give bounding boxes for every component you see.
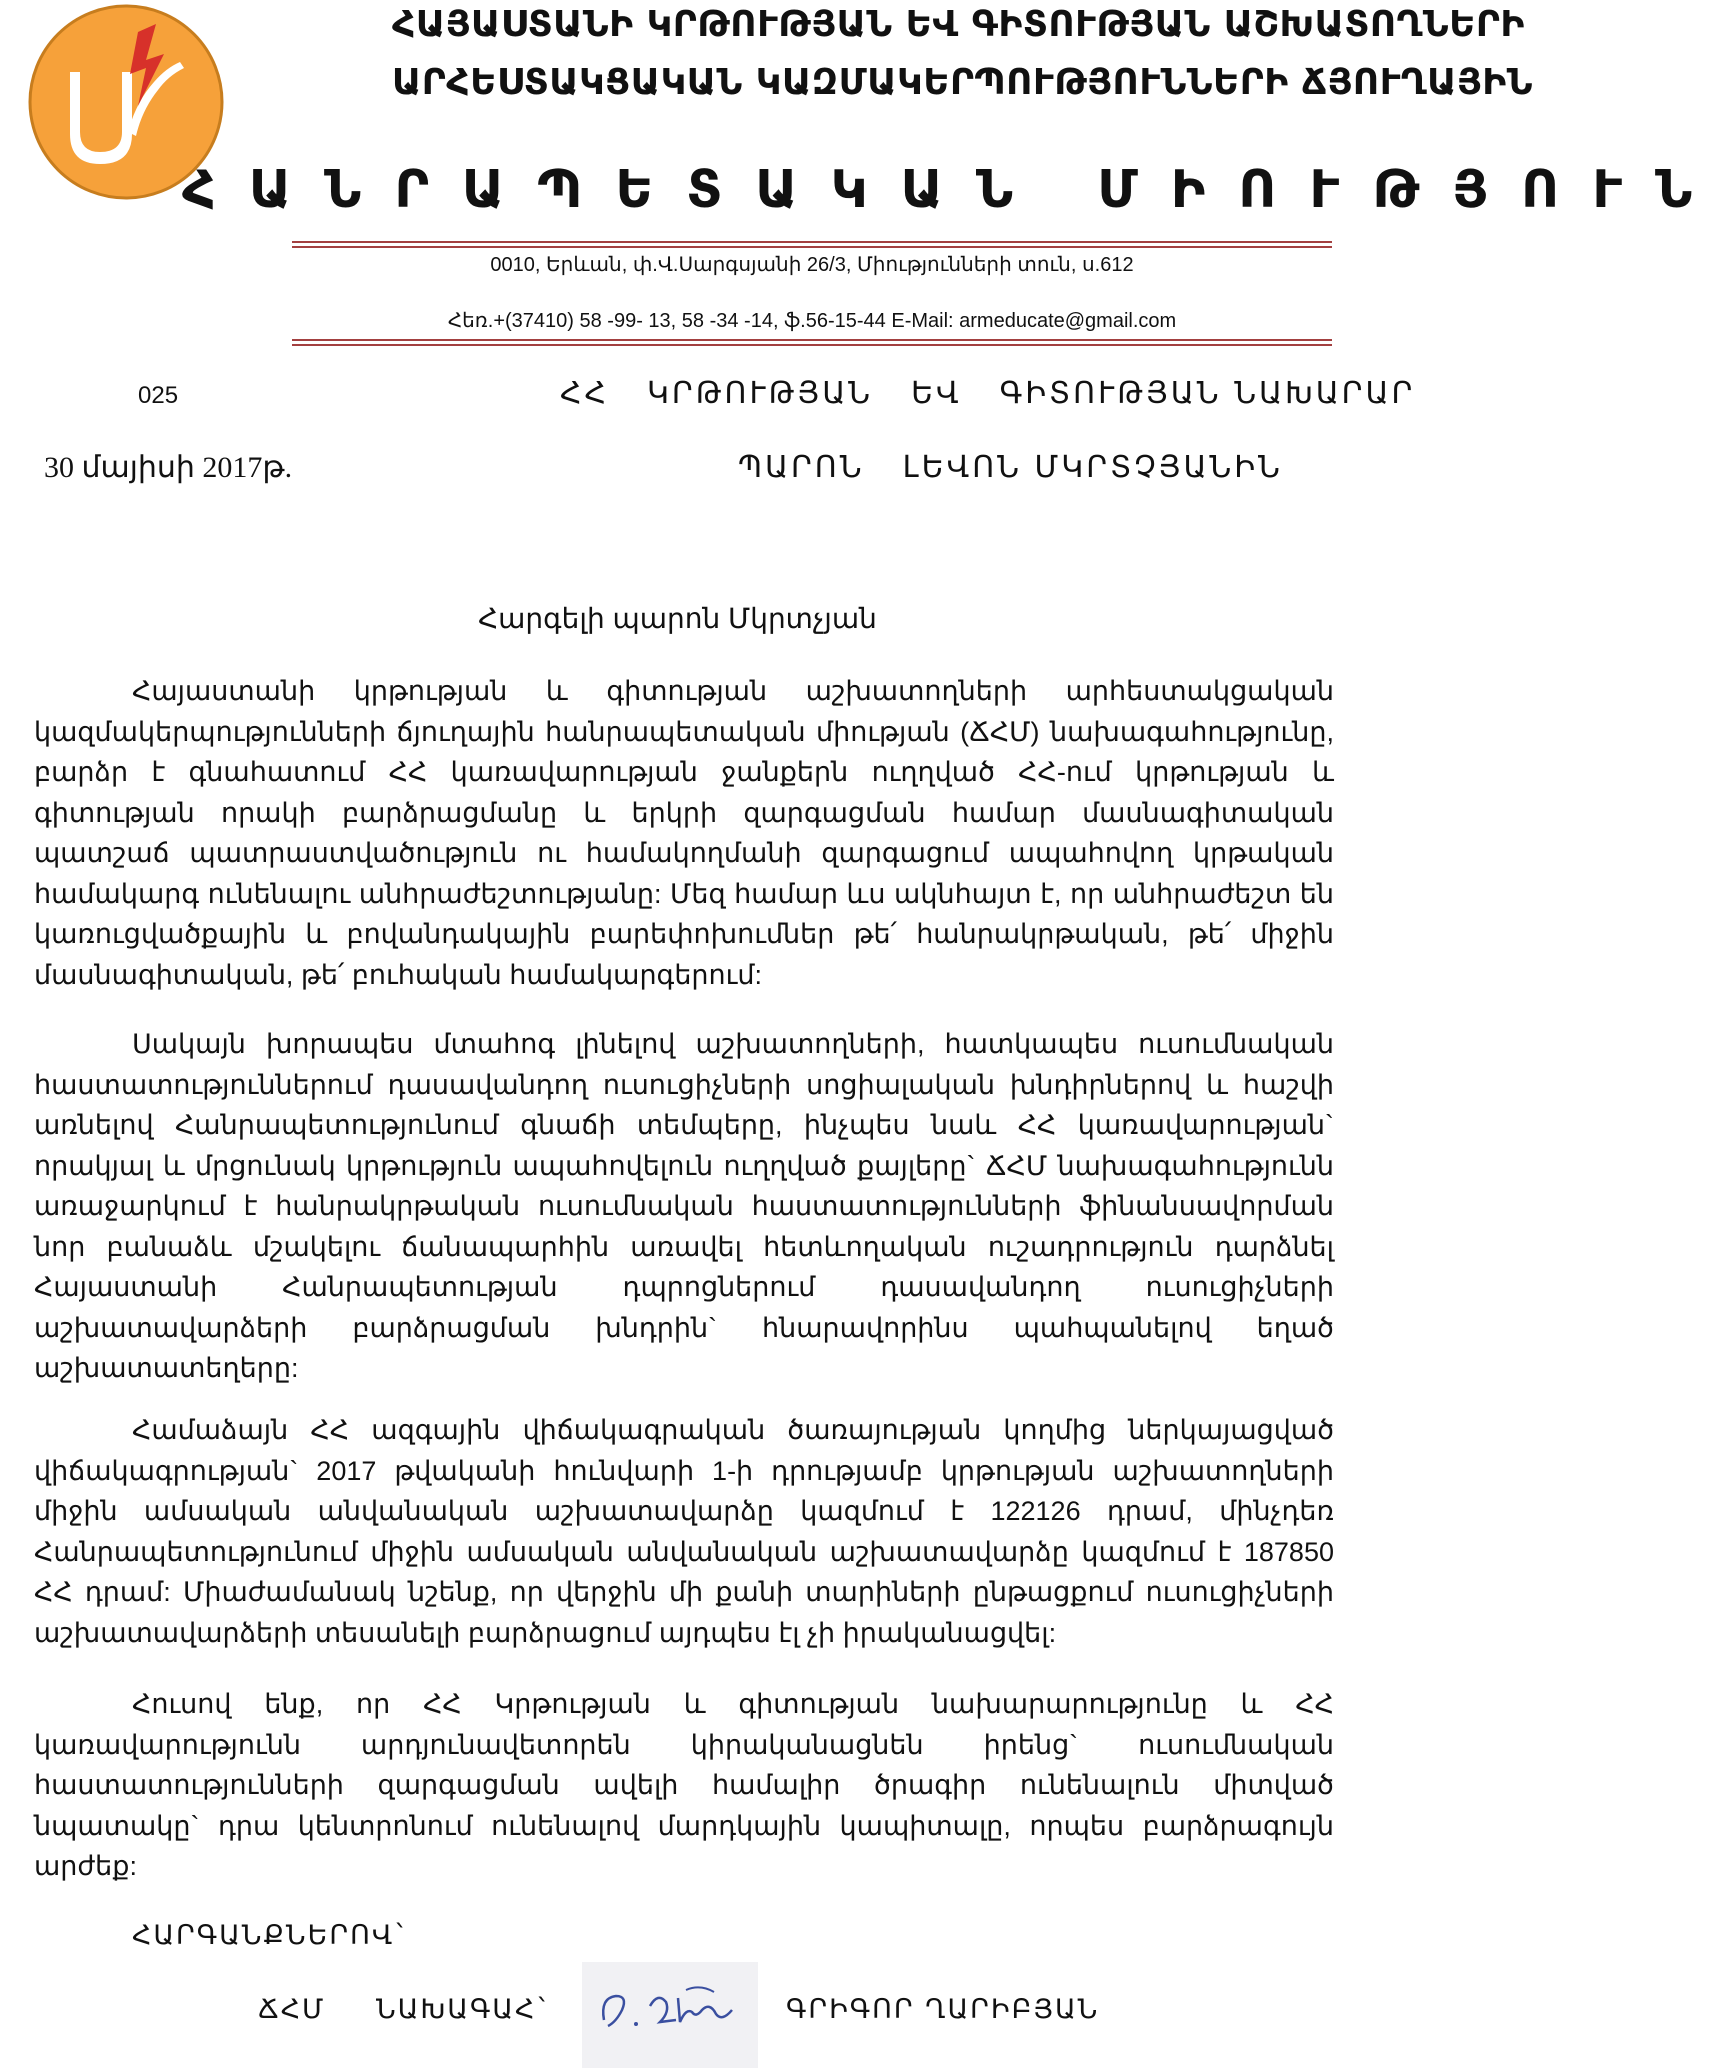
body-paragraph: Սակայն խորապես մտահոգ լինելով աշխատողների, հատկապես ուսումնական հաստատություններում դասավանդող ուսուցիչների սոցիալական խնդիրներով և հաշվի առնելով Հանրապետությունում գնաճի տեմպերը, ինչպես նաև ՀՀ կառավարության` որակյալ և մրցունակ կրթություն ապահովելուն ուղղված քայլերը` ՃՀՄ նախագահությունն առաջարկում է հանրակրթական ուսումնական հաստատությունների ֆինանսավորման նոր բանաձև մշակելու ճանապարհին առավել հետևողական ուշադրություն դարձնել Հայաստանի Հանրապետության դպրոցներում դասավանդող ուսուցիչների աշխատավարձերի բարձրացման խնդրին` հնարավորինս պահպանելով եղած աշխատատեղերը: — [34, 1029, 1334, 1383]
addressee-word: ՀՀ — [560, 376, 609, 411]
signature-org: ՃՀՄ — [258, 1994, 326, 2025]
addressee-word: ԳԻՏՈՒԹՅԱՆ ՆԱԽԱՐԱՐ — [999, 376, 1416, 411]
addressee-word: ՊԱՐՈՆ — [738, 450, 865, 485]
addressee-line2 — [738, 450, 1328, 485]
reference-number: 025 — [138, 382, 179, 409]
signature-title: ՆԱԽԱԳԱՀ` — [376, 1994, 552, 2025]
addressee-word: ԼԵՎՈՆ ՄԿՐՏՉՅԱՆԻՆ — [902, 450, 1283, 485]
address-line: 0010, Երևան, փ.Վ.Սարգսյանի 26/3, Միությունների տուն, ս.612 — [490, 254, 1134, 276]
letter-date: 30 մայիսի 2017թ. — [44, 451, 293, 484]
org-name-line3: ՀԱՆՐԱՊԵՏԱԿԱՆ ՄԻՈՒԹՅՈՒՆ — [182, 160, 1725, 220]
body-paragraph: Հուսով ենք, որ ՀՀ Կրթության և գիտության նախարարությունը և ՀՀ կառավարությունն արդյունավետորեն կիրականացնեն իրենց` ուսումնական հաստատությունների զարգացման ավելի համալիր ծրագիր ունենալուն միտված նպատակը` դրա կենտրոնում ունենալով մարդկային կապիտալը, որպես բարձրագույն արժեք: — [34, 1689, 1334, 1881]
org-name-line2: ԱՐՀԵՍՏԱԿՑԱԿԱՆ ԿԱԶՄԱԿԵՐՊՈՒԹՅՈՒՆՆԵՐԻ ՃՅՈՒՂԱՅԻՆ — [392, 62, 1533, 103]
header-rule — [292, 344, 1332, 346]
body-paragraph: Հայաստանի կրթության և գիտության աշխատողների արհեստակցական կազմակերպությունների ճյուղային հանրապետական միության (ՃՀՄ) նախագահությունը, բարձր է գնահատում ՀՀ կառավարության ջանքերն ուղղված ՀՀ-ում կրթության և գիտության որակի բարձրացմանը և երկրի զարգացման համար մասնագիտական պատշաճ պատրաստվածություն ու համակողմանի զարգացում ապահովող կրթական համակարգ ունենալու անհրաժեշտությանը: Մեզ համար ևս ակնհայտ է, որ անհրաժեշտ են կառուցվածքային և բովանդակային բարեփոխումներ թե՛ հանրակրթական, թե՛ միջին մասնագիտական, թե՛ բուհական համակարգերում: — [34, 676, 1334, 990]
addressee-word: ԿՐԹՈՒԹՅԱՆ — [646, 376, 874, 411]
addressee-word: ԵՎ — [911, 376, 962, 411]
header-rule — [292, 339, 1332, 341]
salutation: Հարգելի պարոն Մկրտչյան — [478, 603, 877, 634]
org-name-line1: ՀԱՅԱՍՏԱՆԻ ԿՐԹՈՒԹՅԱՆ ԵՎ ԳԻՏՈՒԹՅԱՆ ԱՇԽԱՏՈՂՆԵՐԻ — [392, 4, 1525, 45]
header-rule — [292, 241, 1332, 243]
body-paragraph: Համաձայն ՀՀ ազգային վիճակագրական ծառայության կողմից ներկայացված վիճակագրության` 2017 թվականի հունվարի 1-ի դրությամբ կրթության աշխատողների միջին ամսական անվանական աշխատավարձը կազմում է 122126 դրամ, մինչդեռ Հանրապետությունում միջին ամսական անվանական աշխատավարձը կազմում է 187850 ՀՀ դրամ: Միաժամանակ նշենք, որ վերջին մի քանի տարիների ընթացքում ուսուցիչների աշխատավարձերի տեսանելի բարձրացում այդպես էլ չի իրականացվել: — [34, 1415, 1334, 1648]
signature-name: ԳՐԻԳՈՐ ՂԱՐԻԲՅԱՆ — [786, 1994, 1100, 2025]
handwritten-signature — [582, 1962, 758, 2068]
phone-email-line: Հեռ.+(37410) 58 -99- 13, 58 -34 -14, ֆ.56-15-44 E-Mail: armeducate@gmail.com — [447, 310, 1177, 332]
header-rule — [292, 246, 1332, 248]
addressee-line1 — [560, 376, 1416, 411]
closing: ՀԱՐԳԱՆՔՆԵՐՈՎ` — [132, 1920, 410, 1951]
